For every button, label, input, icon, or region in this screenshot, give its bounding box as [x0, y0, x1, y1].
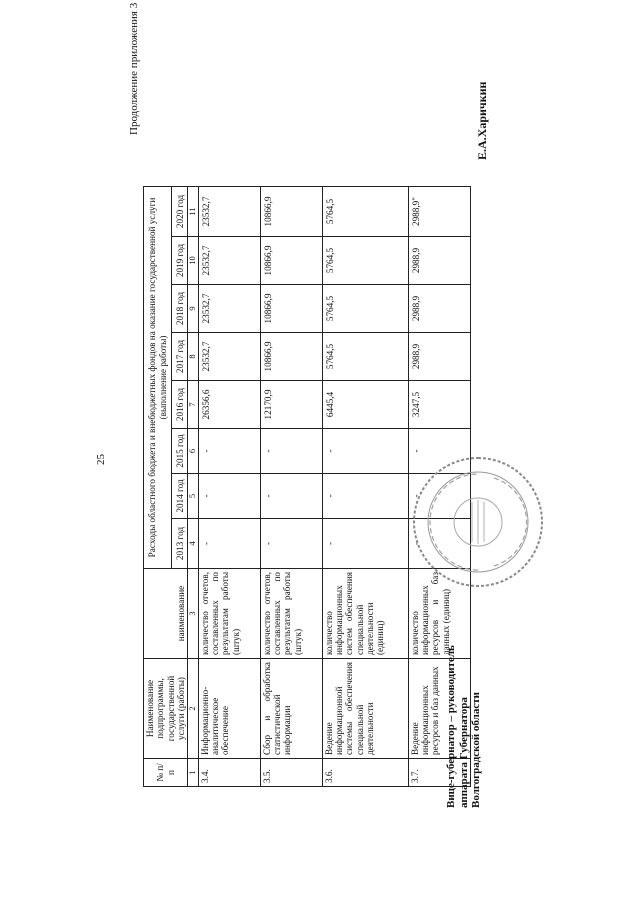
header-year: 2019 год: [172, 237, 188, 285]
value-cell: -: [198, 429, 260, 474]
header-year: 2016 год: [172, 381, 188, 429]
header-name: Наименование подпрограммы, государственной услуги (работы): [144, 659, 188, 759]
column-number: 1: [188, 759, 199, 787]
header-year: 2015 год: [172, 429, 188, 474]
value-cell: -: [260, 429, 322, 474]
value-cell: -: [322, 474, 408, 519]
value-cell: 2988,9: [408, 237, 470, 285]
row-number: 3.5.: [260, 759, 322, 787]
table-row: [322, 187, 408, 787]
column-number: 11: [188, 187, 199, 237]
header-no: № п/п: [144, 759, 188, 787]
value-cell: 10866,9: [260, 285, 322, 333]
value-cell: 10866,9: [260, 187, 322, 237]
header-indicator: наименование: [144, 569, 188, 659]
value-cell: 5764,5: [322, 285, 408, 333]
indicator-name: количество информационных систем обеспечения специальной деятельности (единиц): [322, 569, 408, 659]
continuation-note: Продолжение приложения 3: [128, 2, 140, 135]
value-cell: -: [198, 519, 260, 569]
value-cell: 12170,9: [260, 381, 322, 429]
indicator-name: количество информационных ресурсов и баз данных (единиц): [408, 569, 470, 659]
column-number-row: [188, 187, 199, 787]
value-cell: 23532,7: [198, 187, 260, 237]
value-cell: -: [408, 519, 470, 569]
value-cell: 10866,9: [260, 237, 322, 285]
value-cell: -: [408, 474, 470, 519]
service-name: Информационно-аналитическое обеспечение: [198, 659, 260, 759]
row-number: 3.4.: [198, 759, 260, 787]
value-cell: 23532,7: [198, 237, 260, 285]
value-cell: -: [260, 474, 322, 519]
column-number: 7: [188, 381, 199, 429]
column-number: 6: [188, 429, 199, 474]
page-number: 25: [95, 454, 107, 465]
header-year: 2013 год: [172, 519, 188, 569]
value-cell: 2988,9: [408, 333, 470, 381]
header-year: 2020 год: [172, 187, 188, 237]
value-cell: 5764,5: [322, 187, 408, 237]
official-stamp: [408, 452, 548, 592]
value-cell: 5764,5: [322, 333, 408, 381]
value-cell: 10866,9: [260, 333, 322, 381]
column-number: 4: [188, 519, 199, 569]
service-name: Ведение информационной системы обеспечения специальной деятельности: [322, 659, 408, 759]
column-number: 9: [188, 285, 199, 333]
column-number: 2: [188, 659, 199, 759]
column-number: 8: [188, 333, 199, 381]
column-number: 10: [188, 237, 199, 285]
value-cell: 2988,9: [408, 285, 470, 333]
row-number: 3.7.: [408, 759, 470, 787]
value-cell: -: [322, 429, 408, 474]
value-cell: 26356,6: [198, 381, 260, 429]
signatory-title-line: Вице-губернатор – руководитель: [445, 645, 457, 808]
value-cell: -: [322, 519, 408, 569]
indicator-name: количество отчетов, составленных по результатам работы (штук): [198, 569, 260, 659]
column-number: 5: [188, 474, 199, 519]
table-row: [198, 187, 260, 787]
signatory-name: Е.А.Харичкин: [475, 81, 489, 160]
signatory-title-line: Волгоградской области: [470, 692, 483, 808]
column-number: 3: [188, 569, 199, 659]
value-cell: -: [198, 474, 260, 519]
service-name: Сбор и обработка статистической информации: [260, 659, 322, 759]
indicator-name: количество отчетов, составленных по результатам работы (штук): [260, 569, 322, 659]
value-cell: 6445,4: [322, 381, 408, 429]
service-name: Ведение информационных ресурсов и баз данных: [408, 659, 470, 759]
header-year: 2018 год: [172, 285, 188, 333]
value-cell: 2988,9": [408, 187, 470, 237]
signatory-title-line: аппарата Губернатора: [457, 697, 470, 808]
row-number: 3.6.: [322, 759, 408, 787]
value-cell: 3247,5: [408, 381, 470, 429]
value-cell: 23532,7: [198, 285, 260, 333]
table-row: [260, 187, 322, 787]
header-expenses: Расходы областного бюджета и внебюджетных фондов на оказание государственной услуги (выполнение работы): [144, 187, 172, 569]
header-year: 2017 год: [172, 333, 188, 381]
value-cell: 23532,7: [198, 333, 260, 381]
value-cell: 5764,5: [322, 237, 408, 285]
signature-block: [445, 645, 483, 808]
value-cell: -: [260, 519, 322, 569]
table-header-row: [144, 187, 172, 787]
value-cell: -: [408, 429, 470, 474]
header-year: 2014 год: [172, 474, 188, 519]
